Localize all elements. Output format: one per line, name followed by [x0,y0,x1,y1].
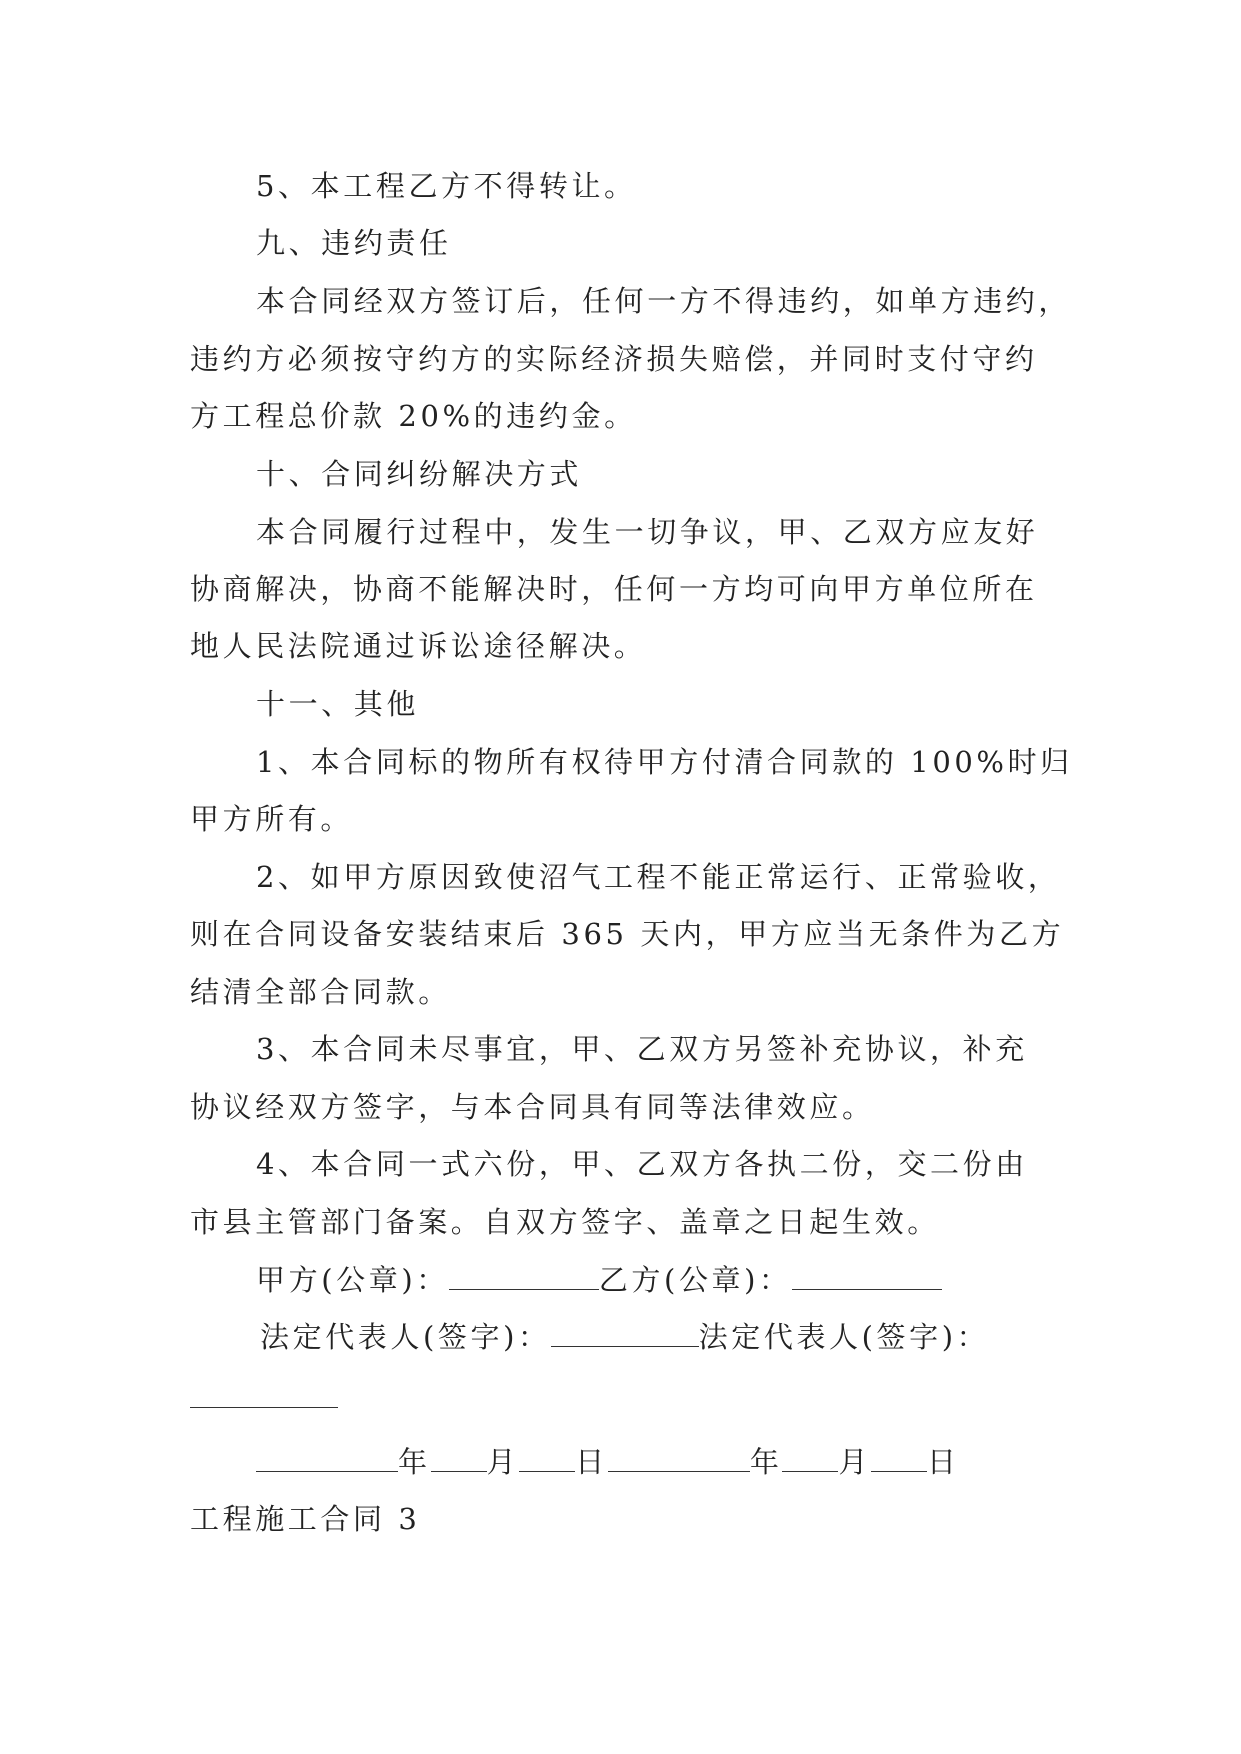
month-a-blank [431,1445,487,1472]
paragraph-line: 本合同履行过程中，发生一切争议，甲、乙双方应友好 [256,515,1039,549]
paragraph-line: 4、本合同一式六份，甲、乙双方各执二份，交二份由 [256,1147,1028,1181]
year-a-blank [256,1445,398,1472]
paragraph-line: 3、本合同未尽事宜，甲、乙双方另签补充协议，补充 [256,1032,1028,1066]
month-b-label: 月 [838,1445,872,1479]
paragraph-line: 甲方所有。 [190,802,354,836]
signature-overflow-line [190,1378,1090,1418]
paragraph-line: 则在合同设备安装结束后 365 天内，甲方应当无条件为乙方 [190,917,1065,951]
day-a-label: 日 [575,1445,608,1479]
paragraph-line: 2、如甲方原因致使沼气工程不能正常运行、正常验收， [256,860,1061,894]
rep-a-blank [551,1320,699,1347]
party-b-seal-label: 乙方(公章)： [598,1263,792,1297]
party-a-seal-label: 甲方(公章)： [256,1263,449,1297]
year-a-label: 年 [398,1445,431,1479]
day-b-blank [871,1445,927,1472]
party-a-seal-blank [449,1263,599,1290]
month-a-label: 月 [486,1445,520,1479]
year-b-blank [608,1445,750,1472]
paragraph-line: 方工程总价款 20%的违约金。 [190,399,637,433]
section-heading-10: 十、合同纠纷解决方式 [256,457,583,491]
section-heading-11: 十一、其他 [256,687,420,721]
day-b-label: 日 [927,1445,960,1479]
paragraph-line: 市县主管部门备案。自双方签字、盖章之日起生效。 [190,1205,940,1239]
signature-rep-line [260,1317,1160,1357]
paragraph-line: 违约方必须按守约方的实际经济损失赔偿，并同时支付守约 [190,342,1038,376]
section-heading-9: 九、违约责任 [256,226,452,260]
rep-b-blank [190,1381,338,1408]
next-section-heading: 工程施工合同 3 [190,1502,421,1536]
day-a-blank [519,1445,575,1472]
rep-a-label: 法定代表人(签字)： [260,1320,551,1354]
paragraph-line: 结清全部合同款。 [190,975,451,1009]
clause-8-item-5: 5、本工程乙方不得转让。 [256,169,637,203]
party-b-seal-blank [792,1263,942,1290]
paragraph-line: 本合同经双方签订后，任何一方不得违约，如单方违约， [256,284,1072,318]
year-b-label: 年 [749,1445,783,1479]
date-line [256,1442,1156,1482]
rep-b-label: 法定代表人(签字)： [698,1320,990,1354]
paragraph-line: 协议经双方签字，与本合同具有同等法律效应。 [190,1090,875,1124]
paragraph-line: 地人民法院通过诉讼途径解决。 [190,629,647,663]
paragraph-line: 协商解决，协商不能解决时，任何一方均可向甲方单位所在 [190,572,1038,606]
signature-seal-line [256,1260,1156,1300]
month-b-blank [782,1445,838,1472]
paragraph-line: 1、本合同标的物所有权待甲方付清合同款的 100%时归 [256,745,1073,779]
